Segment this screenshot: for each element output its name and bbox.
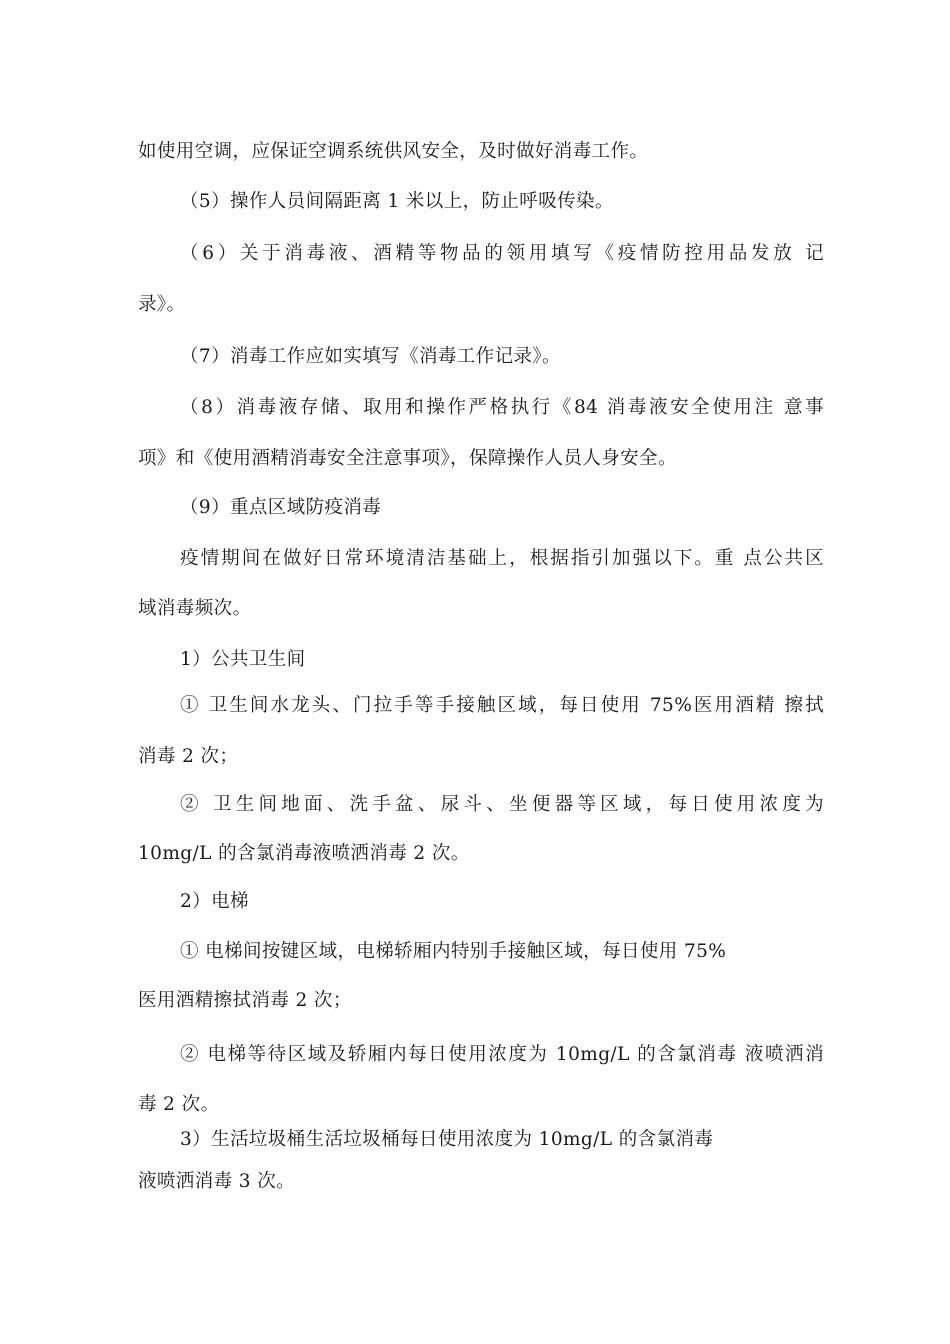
- text-line: 项》和《使用酒精消毒安全注意事项》，保障操作人员人身安全。: [138, 448, 677, 469]
- text-line: 域消毒频次。: [138, 598, 252, 619]
- text-line: ① 电梯间按键区域，电梯轿厢内特别手接触区域，每日使用 75%: [180, 941, 727, 962]
- text-line: ② 电梯等待区域及轿厢内每日使用浓度为 10mg/L 的含氯消毒 液喷洒消: [180, 1044, 824, 1065]
- text-line: ① 卫生间水龙头、门拉手等手接触区域，每日使用 75%医用酒精 擦拭: [180, 695, 824, 716]
- text-line: 消毒 2 次；: [138, 746, 239, 767]
- text-line: 1）公共卫生间: [180, 649, 306, 670]
- text-line: （5）操作人员间隔距离 1 米以上，防止呼吸传染。: [180, 191, 614, 212]
- text-line: （9）重点区域防疫消毒: [180, 497, 382, 518]
- text-line: 10mg/L 的含氯消毒液喷洒消毒 2 次。: [138, 843, 470, 864]
- text-line: 3）生活垃圾桶生活垃圾桶每日使用浓度为 10mg/L 的含氯消毒: [180, 1129, 714, 1150]
- text-line: （7）消毒工作应如实填写《消毒工作记录》。: [180, 346, 561, 367]
- text-line: 毒 2 次。: [138, 1094, 220, 1115]
- text-line: （6）关于消毒液、酒精等物品的领用填写《疫情防控用品发放 记: [180, 243, 824, 264]
- text-line: 如使用空调，应保证空调系统供风安全，及时做好消毒工作。: [138, 141, 649, 162]
- text-line: ② 卫生间地面、洗手盆、尿斗、坐便器等区域，每日使用浓度为: [180, 794, 824, 815]
- text-line: 录》。: [138, 294, 186, 315]
- text-line: 医用酒精擦拭消毒 2 次；: [138, 990, 352, 1011]
- text-line: （8）消毒液存储、取用和操作严格执行《84 消毒液安全使用注 意事: [180, 397, 824, 418]
- text-line: 2）电梯: [180, 891, 249, 912]
- text-line: 液喷洒消毒 3 次。: [138, 1171, 296, 1192]
- text-line: 疫情期间在做好日常环境清洁基础上，根据指引加强以下。重 点公共区: [180, 548, 824, 569]
